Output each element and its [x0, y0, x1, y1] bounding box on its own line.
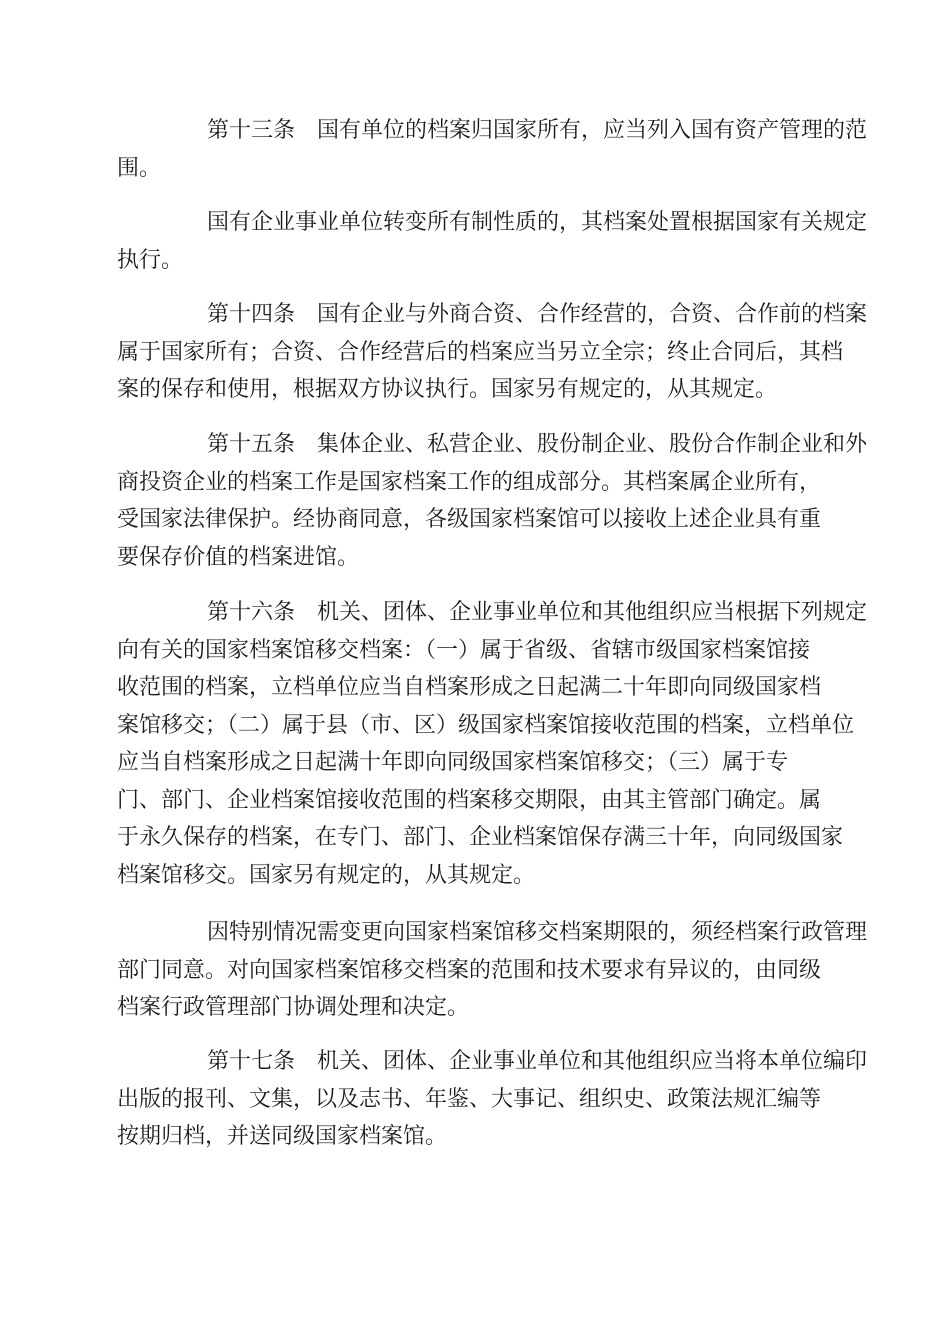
- text-line: 档案馆移交。国家另有规定的，从其规定。: [117, 862, 536, 888]
- text-line: 第十四条 国有企业与外商合资、合作经营的，合资、合作前的档案: [207, 302, 868, 327]
- article-14-paragraph: [117, 296, 868, 409]
- text-line: 案馆移交；（二）属于县（市、区）级国家档案馆接收范围的档案，立档单位: [117, 712, 855, 738]
- text-line: 围。: [117, 155, 162, 181]
- text-line: 第十三条 国有单位的档案归国家所有，应当列入国有资产管理的范: [207, 118, 868, 143]
- text-line: 出版的报刊、文集，以及志书、年鉴、大事记、组织史、政策法规汇编等: [117, 1086, 822, 1112]
- text-line: 部门同意。对向国家档案馆移交档案的范围和技术要求有异议的，由同级: [117, 957, 822, 983]
- article-16-paragraph: [117, 594, 868, 894]
- article-13-second-paragraph: [117, 204, 868, 279]
- article-16-second-paragraph: [117, 914, 868, 1027]
- text-line: 第十六条 机关、团体、企业事业单位和其他组织应当根据下列规定: [207, 600, 868, 625]
- text-line: 因特别情况需变更向国家档案馆移交档案期限的，须经档案行政管理: [207, 920, 868, 945]
- text-line: 执行。: [117, 247, 184, 273]
- text-line: 要保存价值的档案进馆。: [117, 544, 360, 570]
- text-line: 门、部门、企业档案馆接收范围的档案移交期限，由其主管部门确定。属: [117, 787, 822, 813]
- text-line: 第十五条 集体企业、私营企业、股份制企业、股份合作制企业和外: [207, 432, 868, 457]
- text-line: 收范围的档案，立档单位应当自档案形成之日起满二十年即向同级国家档: [117, 675, 822, 700]
- text-line: 应当自档案形成之日起满十年即向同级国家档案馆移交；（三）属于专: [117, 750, 789, 775]
- text-line: 于永久保存的档案，在专门、部门、企业档案馆保存满三十年，向同级国家: [117, 825, 844, 850]
- text-line: 受国家法律保护。经协商同意，各级国家档案馆可以接收上述企业具有重: [117, 507, 822, 532]
- text-line: 国有企业事业单位转变所有制性质的，其档案处置根据国家有关规定: [207, 210, 868, 235]
- text-line: 向有关的国家档案馆移交档案：（一）属于省级、省辖市级国家档案馆接: [117, 637, 811, 663]
- article-13-paragraph: [117, 112, 868, 187]
- text-line: 档案行政管理部门协调处理和决定。: [117, 995, 470, 1020]
- text-line: 商投资企业的档案工作是国家档案工作的组成部分。其档案属企业所有，: [117, 469, 822, 495]
- text-line: 按期归档，并送同级国家档案馆。: [117, 1124, 448, 1149]
- article-17-paragraph: [117, 1043, 868, 1156]
- article-15-paragraph: [117, 426, 868, 576]
- text-line: 属于国家所有；合资、合作经营后的档案应当另立全宗；终止合同后，其档: [117, 339, 844, 365]
- text-line: 第十七条 机关、团体、企业事业单位和其他组织应当将本单位编印: [207, 1049, 868, 1074]
- text-line: 案的保存和使用，根据双方协议执行。国家另有规定的，从其规定。: [117, 377, 778, 402]
